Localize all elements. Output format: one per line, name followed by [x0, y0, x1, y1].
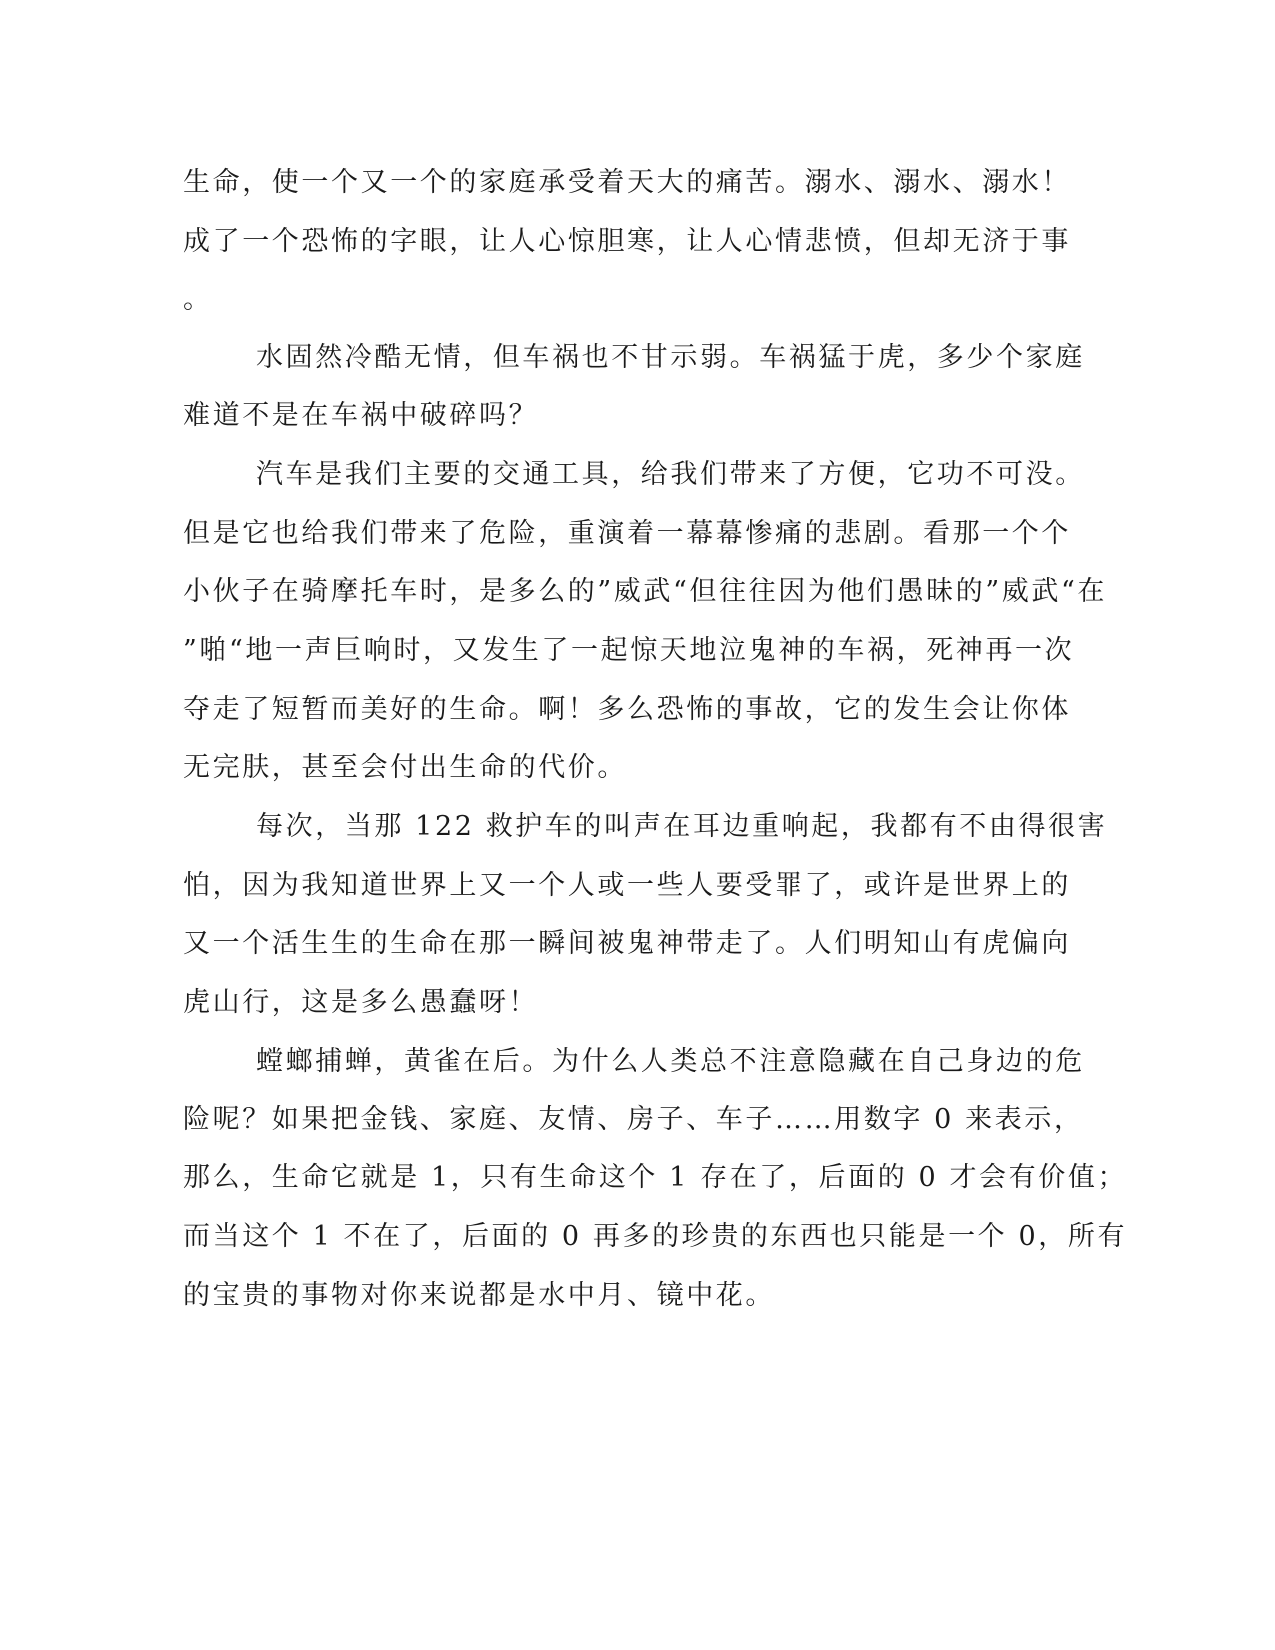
text-line: 那么，生命它就是 1，只有生命这个 1 存在了，后面的 0 才会有价值；: [183, 1162, 1128, 1193]
text-line: 而当这个 1 不在了，后面的 0 再多的珍贵的东西也只能是一个 0，所有: [183, 1221, 1128, 1252]
paragraph-start-line: 汽车是我们主要的交通工具，给我们带来了方便，它功不可没。: [256, 459, 1085, 490]
text-line: 难道不是在车祸中破碎吗？: [183, 400, 539, 431]
text-line: 。: [183, 284, 213, 315]
text-line: ”啪“地一声巨响时，又发生了一起惊天地泣鬼神的车祸，死神再一次: [183, 635, 1075, 666]
text-line: 怕，因为我知道世界上又一个人或一些人要受罪了，或许是世界上的: [183, 870, 1071, 901]
text-line: 虎山行，这是多么愚蠢呀！: [183, 987, 539, 1018]
paragraph-start-line: 每次，当那 122 救护车的叫声在耳边重响起，我都有不由得很害: [256, 811, 1108, 842]
text-line: 成了一个恐怖的字眼，让人心惊胆寒，让人心情悲愤，但却无济于事: [183, 226, 1071, 257]
text-line: 但是它也给我们带来了危险，重演着一幕幕惨痛的悲剧。看那一个个: [183, 518, 1071, 549]
paragraph-start-line: 螳螂捕蝉，黄雀在后。为什么人类总不注意隐藏在自己身边的危: [256, 1046, 1085, 1077]
text-line: 小伙子在骑摩托车时，是多么的”威武“但往往因为他们愚昧的”威武“在: [183, 576, 1108, 607]
text-line: 又一个活生生的生命在那一瞬间被鬼神带走了。人们明知山有虎偏向: [183, 928, 1071, 959]
text-line: 无完肤，甚至会付出生命的代价。: [183, 752, 627, 783]
paragraph-start-line: 水固然冷酷无情，但车祸也不甘示弱。车祸猛于虎，多少个家庭: [256, 342, 1085, 373]
text-line: 险呢？如果把金钱、家庭、友情、房子、车子……用数字 0 来表示，: [183, 1104, 1084, 1135]
text-line: 的宝贵的事物对你来说都是水中月、镜中花。: [183, 1280, 775, 1311]
text-line: 生命，使一个又一个的家庭承受着天大的痛苦。溺水、溺水、溺水！: [183, 167, 1071, 198]
text-line: 夺走了短暂而美好的生命。啊！多么恐怖的事故，它的发生会让你体: [183, 694, 1071, 725]
